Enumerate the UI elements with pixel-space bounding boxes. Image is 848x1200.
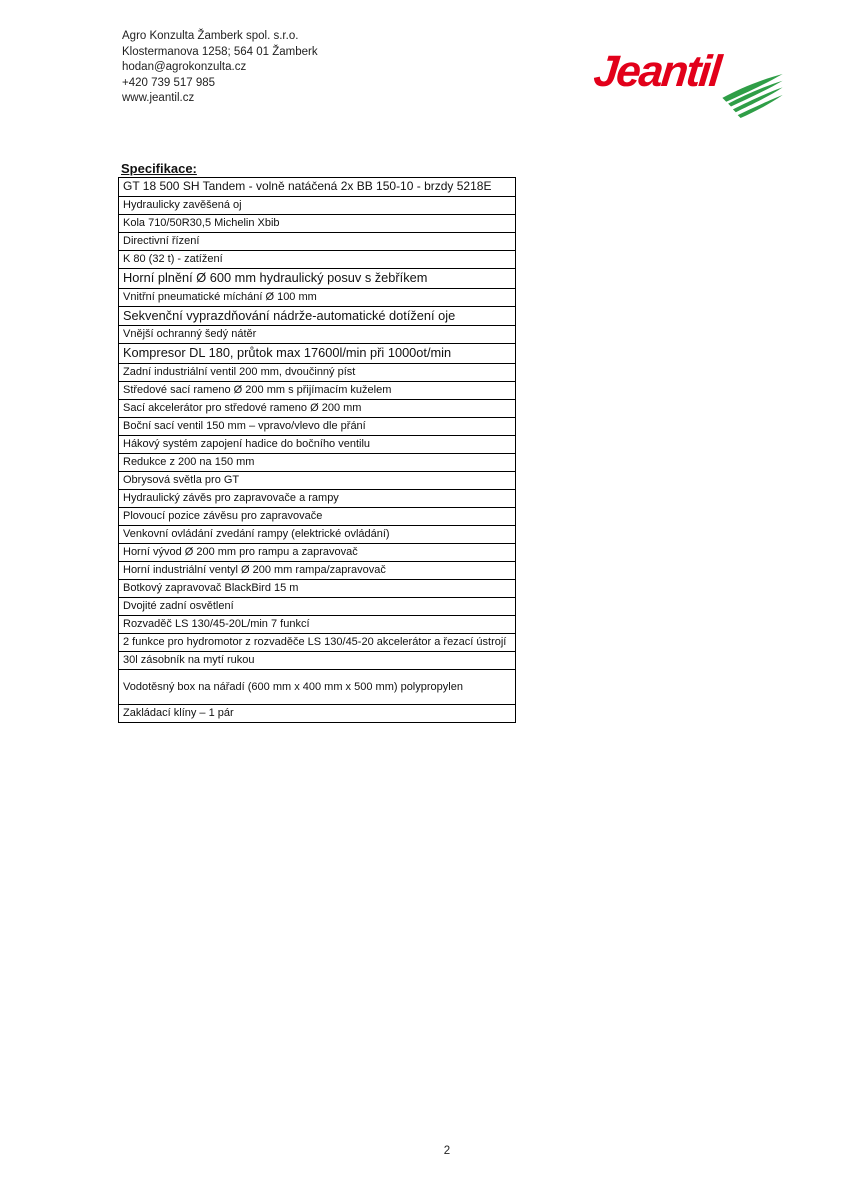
table-row <box>119 525 516 543</box>
table-row <box>119 579 516 597</box>
company-email: hodan@agrokonzulta.cz <box>122 61 247 73</box>
table-row <box>119 507 516 525</box>
table-row <box>119 669 516 704</box>
spec-table <box>118 177 516 723</box>
table-row <box>119 178 516 197</box>
table-row <box>119 381 516 399</box>
table-cell: 30l zásobník na mytí rukou <box>119 651 516 669</box>
table-row <box>119 233 516 251</box>
table-cell: Redukce z 200 na 150 mm <box>119 453 516 471</box>
table-cell: Vodotěsný box na nářadí (600 mm x 400 mm x 500 mm) polypropylen <box>119 669 516 704</box>
jeantil-logo-text: Jeantil <box>591 47 723 96</box>
company-name: Agro Konzulta Žamberk spol. s.r.o. <box>122 30 299 42</box>
table-row <box>119 251 516 269</box>
table-row <box>119 651 516 669</box>
table-row <box>119 435 516 453</box>
table-row <box>119 597 516 615</box>
table-row <box>119 453 516 471</box>
table-cell: Botkový zapravovač BlackBird 15 m <box>119 579 516 597</box>
table-cell: Hydraulický závěs pro zapravovače a rampy <box>119 489 516 507</box>
company-website: www.jeantil.cz <box>122 92 195 104</box>
table-row <box>119 399 516 417</box>
table-cell: Boční sací ventil 150 mm – vpravo/vlevo dle přání <box>119 417 516 435</box>
contact-block <box>122 29 318 107</box>
spec-title: Specifikace: <box>121 161 197 176</box>
table-cell: 2 funkce pro hydromotor z rozvaděče LS 130/45-20 akcelerátor a řezací ústrojí <box>119 633 516 651</box>
table-cell: Horní industriální ventyl Ø 200 mm rampa/zapravovač <box>119 561 516 579</box>
table-cell: Venkovní ovládání zvedání rampy (elektrické ovládání) <box>119 525 516 543</box>
table-row <box>119 417 516 435</box>
company-address: Klostermanova 1258; 564 01 Žamberk <box>122 45 318 58</box>
company-phone: +420 739 517 985 <box>122 76 216 89</box>
page-number: 2 <box>443 1145 451 1157</box>
table-cell: Sekvenční vyprazdňování nádrže-automatické dotížení oje <box>119 306 516 326</box>
table-cell: Zadní industriální ventil 200 mm, dvoučinný píst <box>119 363 516 381</box>
leaf-icon <box>722 74 784 118</box>
table-cell: K 80 (32 t) - zatížení <box>119 251 516 269</box>
table-row <box>119 633 516 651</box>
table-row <box>119 543 516 561</box>
table-row <box>119 704 516 722</box>
table-cell: Horní plnění Ø 600 mm hydraulický posuv s žebříkem <box>119 269 516 289</box>
table-row <box>119 615 516 633</box>
table-row <box>119 363 516 381</box>
table-row <box>119 197 516 215</box>
table-cell: Plovoucí pozice závěsu pro zapravovače <box>119 507 516 525</box>
table-row <box>119 489 516 507</box>
table-row <box>119 561 516 579</box>
table-row <box>119 288 516 306</box>
table-cell: Kompresor DL 180, průtok max 17600l/min při 1000ot/min <box>119 344 516 364</box>
table-row <box>119 269 516 289</box>
table-cell: Zakládací klíny – 1 pár <box>119 704 516 722</box>
table-row <box>119 215 516 233</box>
table-row <box>119 344 516 364</box>
table-cell: Obrysová světla pro GT <box>119 471 516 489</box>
table-cell: Dvojité zadní osvětlení <box>119 597 516 615</box>
table-row <box>119 326 516 344</box>
spec-table-body <box>119 178 516 723</box>
table-cell: Středové sací rameno Ø 200 mm s přijímacím kuželem <box>119 381 516 399</box>
table-cell: Hydraulicky zavěšená oj <box>119 197 516 215</box>
table-cell: Kola 710/50R30,5 Michelin Xbib <box>119 215 516 233</box>
table-cell: Hákový systém zapojení hadice do bočního ventilu <box>119 435 516 453</box>
table-cell: Horní vývod Ø 200 mm pro rampu a zapravovač <box>119 543 516 561</box>
table-cell: Rozvaděč LS 130/45-20L/min 7 funkcí <box>119 615 516 633</box>
table-cell: Sací akcelerátor pro středové rameno Ø 200 mm <box>119 399 516 417</box>
table-cell: GT 18 500 SH Tandem - volně natáčená 2x BB 150-10 - brzdy 5218E <box>119 178 516 197</box>
table-cell: Directivní řízení <box>119 233 516 251</box>
table-cell: Vnější ochranný šedý nátěr <box>119 326 516 344</box>
table-cell: Vnitřní pneumatické míchání Ø 100 mm <box>119 288 516 306</box>
jeantil-logo <box>588 46 778 112</box>
table-row <box>119 471 516 489</box>
table-row <box>119 306 516 326</box>
